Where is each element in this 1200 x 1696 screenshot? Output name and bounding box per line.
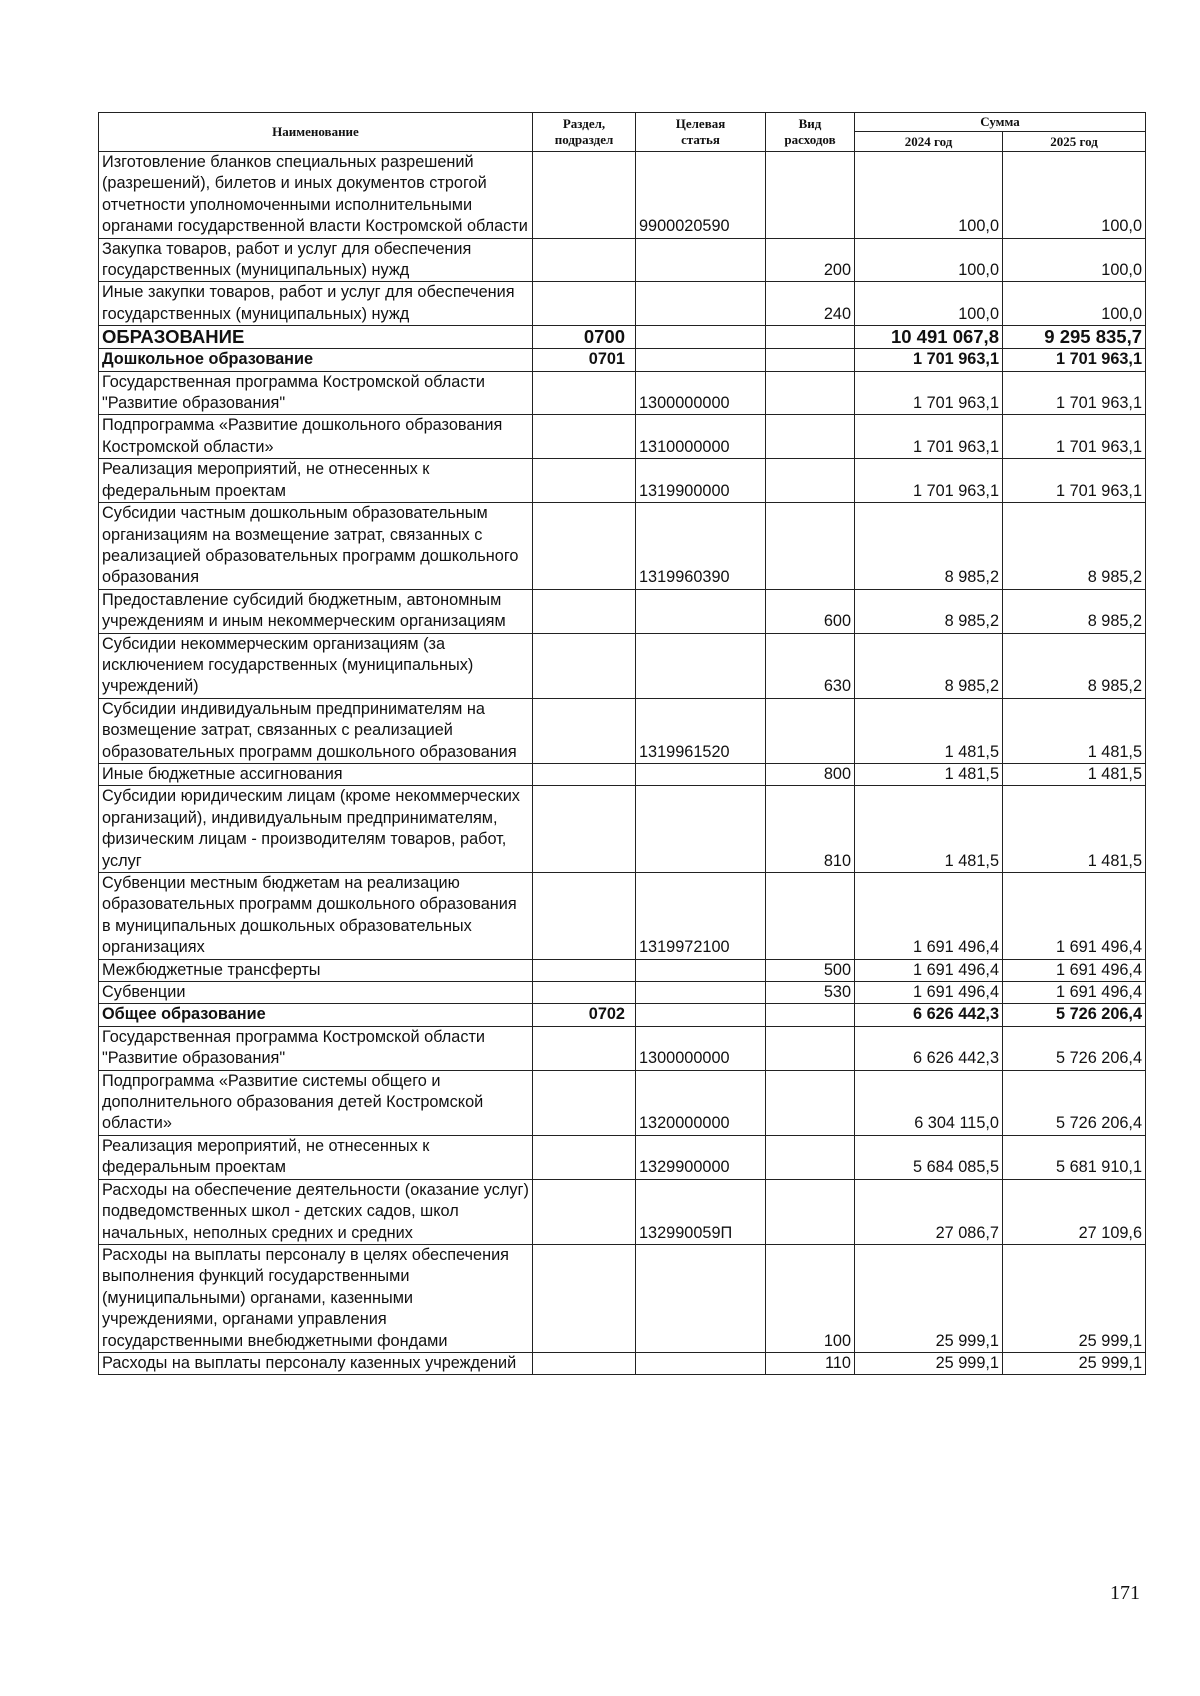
table-row [99, 152, 1146, 239]
row-sum-2024: 8 985,2 [855, 589, 1003, 633]
row-name: Общее образование [99, 1004, 533, 1026]
row-section [533, 282, 636, 326]
row-name: Субсидии частным дошкольным образовательным организациям на возмещение затрат, связанных с реализацией образовательных программ дошкольного образования [99, 503, 533, 590]
row-target: 9900020590 [636, 152, 766, 239]
table-row-subsection [99, 1004, 1146, 1026]
row-name: Расходы на выплаты персоналу в целях обеспечения выполнения функций государственными (муниципальными) органами, казенными учреждениями, органами управления государственными внебюджетными фондами [99, 1244, 533, 1352]
table-row-section [99, 326, 1146, 349]
row-sum-2024: 27 086,7 [855, 1179, 1003, 1244]
row-section [533, 633, 636, 698]
table-row [99, 1179, 1146, 1244]
row-name: Субвенции [99, 982, 533, 1004]
row-name: Субвенции местным бюджетам на реализацию образовательных программ дошкольного образования в муниципальных дошкольных образовательных организациях [99, 873, 533, 960]
row-sum-2025: 1 481,5 [1003, 786, 1146, 873]
row-section [533, 415, 636, 459]
row-section [533, 238, 636, 282]
row-sum-2024: 1 701 963,1 [855, 371, 1003, 415]
row-section [533, 1135, 636, 1179]
row-section [533, 873, 636, 960]
table-row [99, 1352, 1146, 1374]
table-row [99, 415, 1146, 459]
row-kind: 110 [766, 1352, 855, 1374]
row-target [636, 1244, 766, 1352]
row-target [636, 1352, 766, 1374]
table-row-subsection [99, 349, 1146, 371]
row-sum-2025: 100,0 [1003, 152, 1146, 239]
row-kind [766, 349, 855, 371]
row-sum-2024: 25 999,1 [855, 1244, 1003, 1352]
row-kind [766, 1026, 855, 1070]
row-section [533, 1179, 636, 1244]
row-kind [766, 326, 855, 349]
row-sum-2025: 1 701 963,1 [1003, 415, 1146, 459]
row-kind: 810 [766, 786, 855, 873]
row-name: Подпрограмма «Развитие дошкольного образования Костромской области» [99, 415, 533, 459]
row-name: Реализация мероприятий, не отнесенных к федеральным проектам [99, 459, 533, 503]
row-sum-2024: 25 999,1 [855, 1352, 1003, 1374]
header-sum: Сумма [855, 113, 1146, 132]
row-target: 1319900000 [636, 459, 766, 503]
row-kind [766, 1179, 855, 1244]
row-section: 0702 [533, 1004, 636, 1026]
row-sum-2025: 1 701 963,1 [1003, 371, 1146, 415]
header-kind [766, 113, 855, 152]
table-header [99, 113, 1146, 152]
table-body [99, 152, 1146, 1375]
table-row [99, 959, 1146, 981]
row-name: Закупка товаров, работ и услуг для обеспечения государственных (муниципальных) нужд [99, 238, 533, 282]
header-section [533, 113, 636, 152]
row-sum-2025: 1 481,5 [1003, 698, 1146, 763]
table-row [99, 698, 1146, 763]
header-kind-line1: Вид [798, 116, 822, 131]
row-target: 1319972100 [636, 873, 766, 960]
table-row [99, 238, 1146, 282]
row-sum-2025: 1 481,5 [1003, 763, 1146, 785]
table-row [99, 503, 1146, 590]
row-target [636, 238, 766, 282]
row-name: ОБРАЗОВАНИЕ [99, 326, 533, 349]
row-sum-2025: 1 691 496,4 [1003, 982, 1146, 1004]
row-section [533, 152, 636, 239]
row-target: 1310000000 [636, 415, 766, 459]
row-kind: 240 [766, 282, 855, 326]
row-sum-2025: 5 726 206,4 [1003, 1004, 1146, 1026]
row-kind [766, 503, 855, 590]
row-sum-2024: 6 626 442,3 [855, 1004, 1003, 1026]
header-name: Наименование [99, 113, 533, 152]
row-kind [766, 1070, 855, 1135]
row-target [636, 763, 766, 785]
row-target: 1329900000 [636, 1135, 766, 1179]
row-sum-2024: 100,0 [855, 282, 1003, 326]
page-number: 171 [1110, 1582, 1140, 1604]
header-section-line2: подраздел [554, 132, 614, 147]
table-row [99, 282, 1146, 326]
header-year-2024: 2024 год [855, 132, 1003, 152]
row-target [636, 589, 766, 633]
row-sum-2025: 5 726 206,4 [1003, 1070, 1146, 1135]
row-name: Расходы на обеспечение деятельности (оказание услуг) подведомственных школ - детских садов, школ начальных, неполных средних и средних [99, 1179, 533, 1244]
row-target: 1319961520 [636, 698, 766, 763]
row-sum-2025: 9 295 835,7 [1003, 326, 1146, 349]
row-section: 0700 [533, 326, 636, 349]
row-sum-2024: 1 481,5 [855, 763, 1003, 785]
row-target: 1320000000 [636, 1070, 766, 1135]
row-sum-2024: 100,0 [855, 152, 1003, 239]
row-kind [766, 1004, 855, 1026]
row-section [533, 1352, 636, 1374]
row-name: Иные закупки товаров, работ и услуг для обеспечения государственных (муниципальных) нужд [99, 282, 533, 326]
row-sum-2024: 1 691 496,4 [855, 959, 1003, 981]
row-sum-2025: 25 999,1 [1003, 1244, 1146, 1352]
row-name: Подпрограмма «Развитие системы общего и дополнительного образования детей Костромской области» [99, 1070, 533, 1135]
row-section [533, 1026, 636, 1070]
row-target [636, 282, 766, 326]
row-target: 1300000000 [636, 1026, 766, 1070]
row-sum-2024: 1 691 496,4 [855, 873, 1003, 960]
row-sum-2025: 1 691 496,4 [1003, 873, 1146, 960]
table-row [99, 459, 1146, 503]
row-kind [766, 371, 855, 415]
row-sum-2025: 8 985,2 [1003, 589, 1146, 633]
row-name: Иные бюджетные ассигнования [99, 763, 533, 785]
row-name: Дошкольное образование [99, 349, 533, 371]
row-kind: 530 [766, 982, 855, 1004]
header-target-line2: статья [681, 132, 720, 147]
header-year-2025: 2025 год [1003, 132, 1146, 152]
row-section: 0701 [533, 349, 636, 371]
row-target [636, 1004, 766, 1026]
row-name: Расходы на выплаты персоналу казенных учреждений [99, 1352, 533, 1374]
table-row [99, 763, 1146, 785]
row-kind [766, 698, 855, 763]
row-sum-2025: 1 701 963,1 [1003, 459, 1146, 503]
row-kind [766, 152, 855, 239]
row-section [533, 459, 636, 503]
row-sum-2024: 10 491 067,8 [855, 326, 1003, 349]
table-row [99, 1135, 1146, 1179]
row-target [636, 633, 766, 698]
row-sum-2025: 25 999,1 [1003, 1352, 1146, 1374]
table-row [99, 633, 1146, 698]
row-section [533, 371, 636, 415]
row-sum-2024: 1 481,5 [855, 698, 1003, 763]
row-sum-2024: 100,0 [855, 238, 1003, 282]
row-name: Предоставление субсидий бюджетным, автономным учреждениям и иным некоммерческим организациям [99, 589, 533, 633]
table-row [99, 873, 1146, 960]
row-kind [766, 459, 855, 503]
row-target [636, 326, 766, 349]
row-sum-2025: 1 701 963,1 [1003, 349, 1146, 371]
row-name: Межбюджетные трансферты [99, 959, 533, 981]
row-kind [766, 415, 855, 459]
row-sum-2024: 1 691 496,4 [855, 982, 1003, 1004]
row-section [533, 1070, 636, 1135]
table-row [99, 786, 1146, 873]
header-kind-line2: расходов [784, 132, 836, 147]
row-kind: 800 [766, 763, 855, 785]
row-sum-2024: 1 701 963,1 [855, 459, 1003, 503]
row-kind: 100 [766, 1244, 855, 1352]
row-sum-2025: 27 109,6 [1003, 1179, 1146, 1244]
row-name: Субсидии индивидуальным предпринимателям на возмещение затрат, связанных с реализацией образовательных программ дошкольного образования [99, 698, 533, 763]
row-name: Государственная программа Костромской области "Развитие образования" [99, 1026, 533, 1070]
table-row [99, 1070, 1146, 1135]
row-sum-2024: 1 481,5 [855, 786, 1003, 873]
row-sum-2025: 8 985,2 [1003, 503, 1146, 590]
row-sum-2025: 100,0 [1003, 238, 1146, 282]
header-target-line1: Целевая [675, 116, 726, 131]
row-sum-2025: 8 985,2 [1003, 633, 1146, 698]
row-kind: 630 [766, 633, 855, 698]
row-section [533, 982, 636, 1004]
table-row [99, 1026, 1146, 1070]
row-kind: 500 [766, 959, 855, 981]
row-sum-2024: 8 985,2 [855, 503, 1003, 590]
row-sum-2025: 1 691 496,4 [1003, 959, 1146, 981]
row-name: Реализация мероприятий, не отнесенных к федеральным проектам [99, 1135, 533, 1179]
row-kind [766, 1135, 855, 1179]
row-sum-2024: 8 985,2 [855, 633, 1003, 698]
row-section [533, 959, 636, 981]
row-section [533, 786, 636, 873]
row-target [636, 349, 766, 371]
row-kind: 600 [766, 589, 855, 633]
budget-table [98, 112, 1146, 1375]
table-row [99, 1244, 1146, 1352]
row-section [533, 1244, 636, 1352]
table-row [99, 982, 1146, 1004]
row-kind: 200 [766, 238, 855, 282]
row-section [533, 589, 636, 633]
row-target [636, 982, 766, 1004]
row-kind [766, 873, 855, 960]
row-sum-2025: 5 681 910,1 [1003, 1135, 1146, 1179]
row-name: Субсидии юридическим лицам (кроме некоммерческих организаций), индивидуальным предпринимателям, физическим лицам - производителям товаров, работ, услуг [99, 786, 533, 873]
header-section-line1: Раздел, [562, 116, 606, 131]
row-target: 132990059П [636, 1179, 766, 1244]
row-section [533, 698, 636, 763]
row-target [636, 786, 766, 873]
row-name: Изготовление бланков специальных разрешений (разрешений), билетов и иных документов строгой отчетности уполномоченными исполнительными органами государственной власти Костромской области [99, 152, 533, 239]
table-row [99, 371, 1146, 415]
row-name: Государственная программа Костромской области "Развитие образования" [99, 371, 533, 415]
row-sum-2024: 5 684 085,5 [855, 1135, 1003, 1179]
row-sum-2025: 100,0 [1003, 282, 1146, 326]
row-sum-2024: 1 701 963,1 [855, 349, 1003, 371]
row-sum-2025: 5 726 206,4 [1003, 1026, 1146, 1070]
row-sum-2024: 6 304 115,0 [855, 1070, 1003, 1135]
row-target: 1300000000 [636, 371, 766, 415]
row-name: Субсидии некоммерческим организациям (за исключением государственных (муниципальных) учреждений) [99, 633, 533, 698]
header-target [636, 113, 766, 152]
row-target [636, 959, 766, 981]
row-section [533, 763, 636, 785]
row-section [533, 503, 636, 590]
row-target: 1319960390 [636, 503, 766, 590]
row-sum-2024: 1 701 963,1 [855, 415, 1003, 459]
table-row [99, 589, 1146, 633]
row-sum-2024: 6 626 442,3 [855, 1026, 1003, 1070]
